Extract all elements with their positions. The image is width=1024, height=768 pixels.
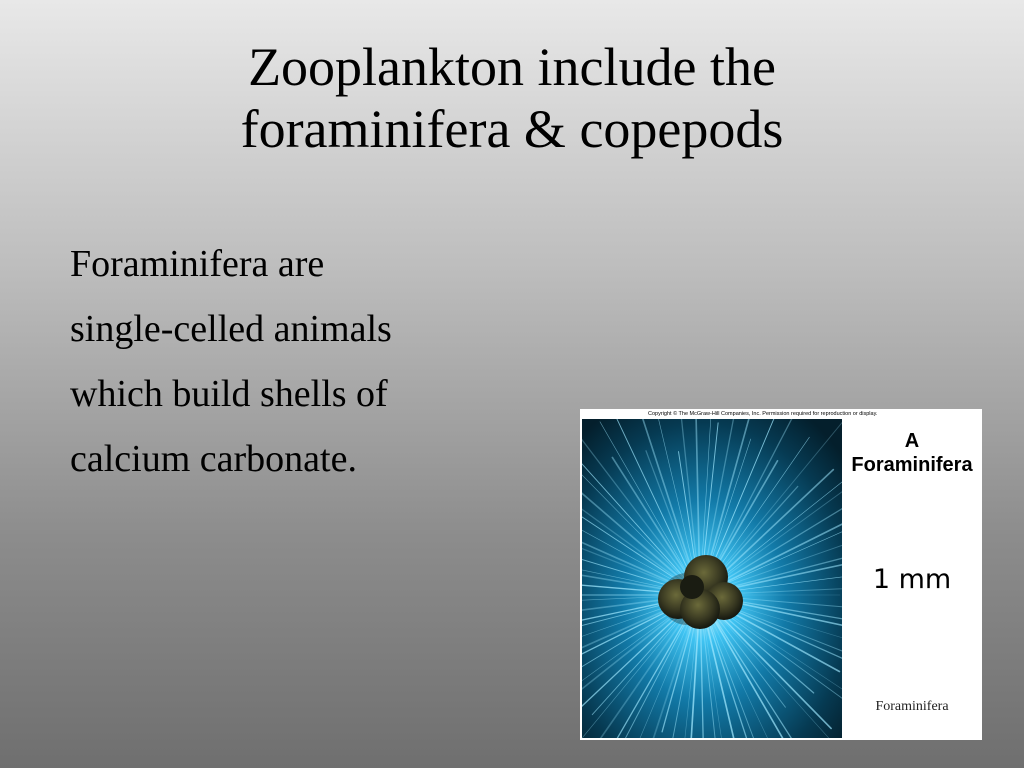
scale-label: 1 mm bbox=[872, 564, 952, 595]
body-text bbox=[70, 232, 530, 492]
slide-title bbox=[0, 36, 1024, 160]
foraminifera-figure bbox=[580, 409, 982, 740]
figure-heading-line-1: A bbox=[904, 430, 920, 452]
body-line-3: which build shells of bbox=[70, 373, 388, 415]
title-line-1: Zooplankton include the bbox=[248, 37, 776, 97]
figure-heading bbox=[842, 429, 982, 477]
title-line-2: foraminifera & copepods bbox=[240, 99, 784, 159]
figure-caption: Foraminifera bbox=[875, 699, 949, 714]
body-line-4: calcium carbonate. bbox=[70, 438, 357, 480]
body-line-2: single-celled animals bbox=[70, 308, 392, 350]
foraminifera-photo bbox=[582, 419, 842, 738]
copyright-notice: Copyright © The McGraw-Hill Companies, Inc. Permission required for reproduction or display. bbox=[648, 411, 878, 417]
body-line-1: Foraminifera are bbox=[70, 243, 325, 285]
figure-heading-line-2: Foraminifera bbox=[851, 454, 973, 476]
